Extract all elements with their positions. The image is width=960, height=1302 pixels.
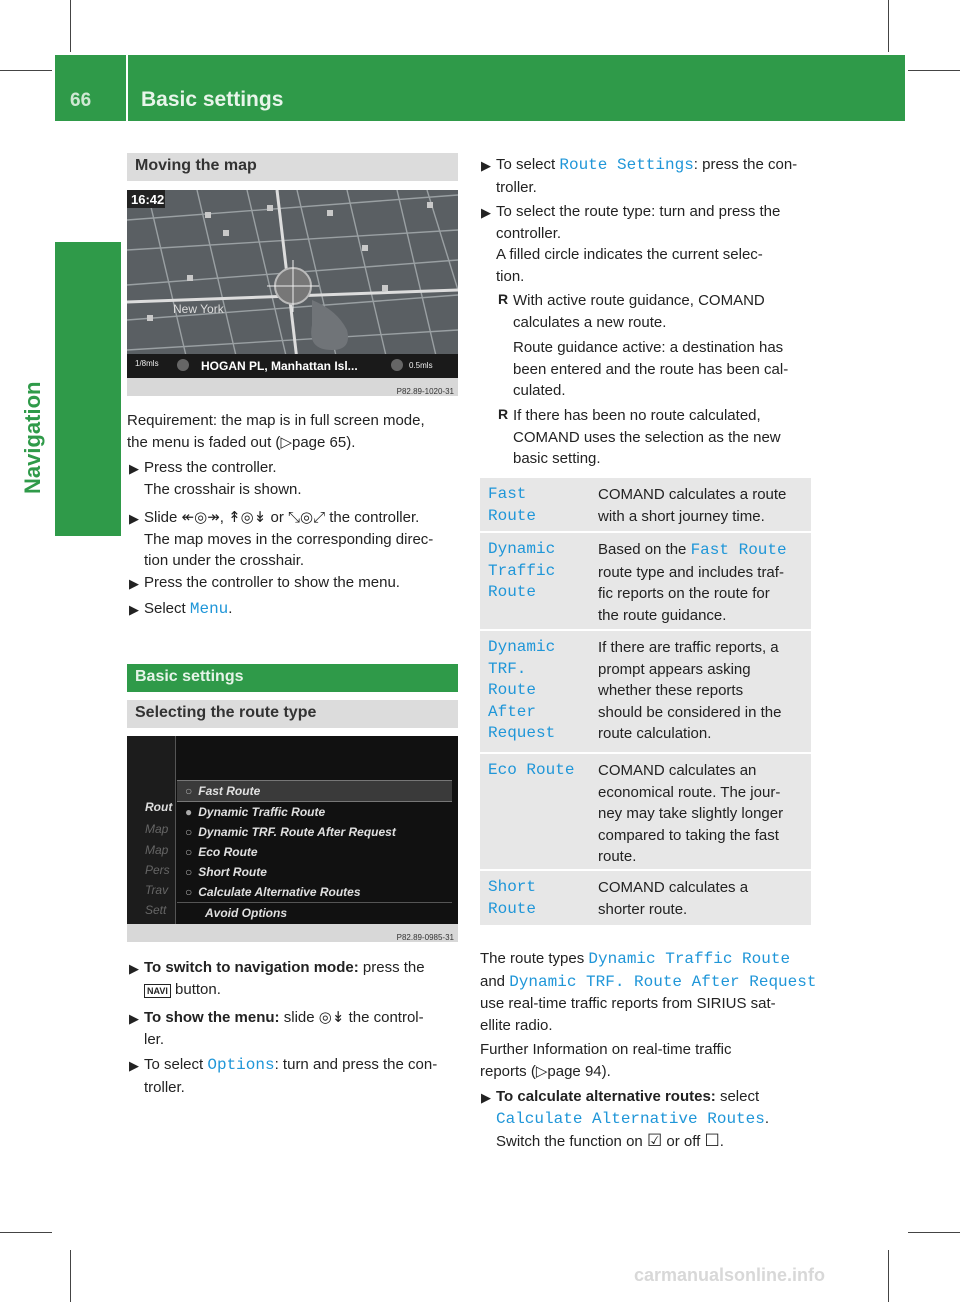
route-menu-item: ○ Eco Route: [185, 845, 258, 859]
bullet-text: calculates a new route.: [513, 313, 667, 331]
navi-button-icon: NAVI: [144, 984, 171, 998]
left-menu-item: Rout: [145, 800, 173, 814]
table-key: Short Route: [488, 878, 537, 918]
step-text: troller.: [496, 178, 537, 196]
step: [144, 457, 464, 500]
section-heading: [127, 153, 458, 181]
sidebar-label: Navigation: [20, 381, 45, 494]
step: [144, 572, 464, 594]
bullet-text: COMAND uses the selection as the new: [513, 428, 781, 446]
step-text: troller.: [144, 1078, 185, 1096]
crop-mark: [0, 1232, 52, 1233]
page-ref: page 94).: [547, 1062, 611, 1080]
options-code: Options: [207, 1056, 275, 1074]
page-number: 66: [70, 90, 92, 111]
table-value: COMAND calculates an economical route. The jour- ney may take slightly longer compared to taking the fast route.: [598, 762, 784, 865]
step-text: Select: [144, 600, 190, 617]
basic-settings-bar: [127, 664, 458, 692]
checkbox-checked-icon: ☑: [646, 1131, 663, 1150]
route-menu-label: Dynamic Traffic Route: [198, 805, 326, 819]
left-menu: [127, 736, 176, 924]
route-menu-item: [177, 902, 452, 923]
dynamic-traffic-route-code: Dynamic Traffic Route: [588, 950, 791, 968]
para-text: use real-time traffic reports from SIRIUS sat-: [480, 995, 776, 1012]
step-text: The crosshair is shown.: [144, 480, 302, 498]
section-heading-text: Selecting the route type: [135, 704, 317, 721]
para-text: ellite radio.: [480, 1016, 553, 1034]
step: [496, 1086, 826, 1153]
step-text: : press the con-: [693, 156, 798, 173]
arrow-icon: ▶: [481, 158, 491, 173]
bullet-text: If there has been no route calculated,: [513, 407, 761, 424]
route-settings-code: Route Settings: [559, 156, 694, 174]
step-bold-text: To calculate alternative routes:: [496, 1088, 716, 1105]
route-menu-item: ○ Calculate Alternative Routes: [185, 885, 361, 899]
para-text: reports (: [480, 1062, 536, 1080]
step: [144, 1007, 464, 1050]
page-ref: page 65).: [291, 433, 356, 451]
route-menu-label: Calculate Alternative Routes: [198, 885, 361, 899]
sidebar-tab: [55, 242, 121, 536]
requirement-line: Requirement: the map is in full screen mode,: [127, 412, 425, 429]
left-menu-item: Pers: [145, 863, 170, 877]
step-text: : turn and press the con-: [274, 1056, 438, 1073]
step-text: button.: [170, 980, 221, 998]
bullet-text: basic setting.: [513, 450, 601, 467]
left-menu-item: Sett: [145, 903, 167, 917]
route-menu-label: Avoid Options: [205, 906, 287, 920]
route-menu-item: ○ Fast Route: [177, 780, 452, 802]
step-text: To select the route type: turn and press the: [496, 203, 781, 220]
section-heading-text: Moving the map: [135, 157, 257, 174]
section-heading: [127, 700, 458, 728]
requirement-line: the menu is faded out (: [127, 433, 281, 451]
step-text: tion under the crosshair.: [144, 552, 305, 569]
crop-mark: [888, 1250, 889, 1302]
bullet-icon: R: [498, 406, 509, 422]
step-text: Press the controller to show the menu.: [144, 574, 400, 591]
further-info-paragraph: [480, 1039, 820, 1082]
step-text: .: [764, 1109, 770, 1127]
step: [144, 1054, 464, 1098]
route-menu-label: Short Route: [198, 865, 267, 879]
crop-mark: [908, 70, 960, 71]
arrow-icon: ▶: [129, 961, 139, 976]
route-menu-label: Fast Route: [198, 784, 261, 798]
controller-down-icon: ◎↡: [318, 1009, 345, 1026]
arrow-icon: ▶: [129, 576, 139, 591]
step-text: slide: [279, 1009, 319, 1026]
step-text: the control-: [344, 1009, 424, 1026]
step-text: tion.: [496, 267, 525, 285]
step: [144, 598, 464, 621]
step-text: To select: [496, 156, 560, 173]
left-menu-item: Trav: [145, 883, 169, 897]
route-menu-label: Dynamic TRF. Route After Request: [198, 825, 396, 839]
step: [144, 507, 464, 572]
bullet-icon: R: [498, 291, 509, 307]
table-row: [480, 478, 811, 533]
table-value: COMAND calculates a shorter route.: [598, 879, 749, 918]
step-text: A filled circle indicates the current selec-: [496, 246, 763, 263]
crop-mark: [0, 70, 52, 71]
arrow-icon: ▶: [129, 511, 139, 526]
step: [496, 201, 826, 287]
route-menu-label: Eco Route: [198, 845, 258, 859]
route-menu-screenshot: [127, 736, 458, 942]
step-text: press the: [358, 959, 425, 976]
map-time: 16:42: [131, 192, 165, 207]
map-image: [127, 190, 458, 396]
calc-alt-routes-code: Calculate Alternative Routes: [496, 1109, 765, 1128]
map-distance: 0.5mls: [409, 361, 433, 370]
controller-slide-icon: ↞◎↠, ↟◎↡ or ⤡◎⤢: [181, 509, 326, 526]
arrow-icon: ▶: [129, 461, 139, 476]
arrow-icon: ▶: [129, 1011, 139, 1026]
header-divider: [126, 55, 128, 121]
route-menu-item: ○ Short Route: [185, 865, 267, 879]
route-menu-item: ○ Dynamic TRF. Route After Request: [185, 825, 396, 839]
step-text: Slide: [144, 509, 182, 526]
menu-code: Menu: [189, 600, 229, 618]
arrow-icon: ▶: [481, 1090, 491, 1105]
bullet-item: [513, 405, 823, 470]
para-text: Further Information on real-time traffic: [480, 1041, 732, 1058]
para-text: and: [480, 972, 510, 990]
table-key: Eco Route: [488, 761, 575, 779]
step-bold-text: To switch to navigation mode:: [144, 959, 359, 976]
crop-mark: [888, 0, 889, 52]
table-value: Based on the Fast Route route type and includes traf- fic reports on the route for the route guidance.: [598, 541, 787, 624]
step-text: select: [715, 1088, 760, 1105]
route-menu-list: [177, 780, 452, 923]
bullet-text: been entered and the route has been cal-: [513, 360, 789, 378]
arrow-icon: ▶: [481, 205, 491, 220]
step-text: or off: [662, 1133, 705, 1150]
table-row: [480, 754, 811, 871]
bullet-text: culated.: [513, 382, 566, 399]
para-text: The route types: [480, 950, 589, 967]
watermark: carmanualsonline.info: [634, 1265, 826, 1285]
requirement-text: [127, 410, 467, 453]
step-bold-text: To show the menu:: [144, 1009, 280, 1026]
crop-mark: [908, 1232, 960, 1233]
table-key: Dynamic TRF. Route After Request: [488, 638, 556, 742]
step-text: ler.: [144, 1030, 165, 1048]
table-row: [480, 871, 811, 927]
route-types-paragraph: [480, 948, 820, 1036]
table-value: COMAND calculates a route with a short journey time.: [598, 486, 787, 525]
bullet-item: [513, 290, 823, 402]
basic-settings-bar-text: Basic settings: [135, 668, 244, 685]
step-text: The map moves in the corresponding direc-: [144, 530, 434, 548]
table-value: If there are traffic reports, a prompt appears asking whether these reports should be considered in the route calculation.: [598, 639, 782, 742]
map-street: HOGAN PL, Manhattan Isl...: [201, 359, 358, 373]
step-text: To select: [144, 1056, 208, 1073]
checkbox-empty-icon: ☐: [704, 1131, 720, 1150]
step-text: Switch the function on: [496, 1133, 647, 1150]
step-text: .: [228, 600, 233, 617]
step-text: the controller.: [325, 509, 420, 526]
route-menu-item: ● Dynamic Traffic Route: [185, 805, 326, 819]
left-menu-item: Map: [145, 822, 169, 836]
table-row: [480, 631, 811, 754]
left-menu-item: Map: [145, 843, 169, 857]
bullet-text: Route guidance active: a destination has: [513, 339, 784, 356]
step-text: controller.: [496, 224, 562, 242]
table-key: Fast Route: [488, 485, 537, 525]
table-row: [480, 533, 811, 631]
arrow-icon: ▶: [129, 1058, 139, 1073]
crop-mark: [70, 1250, 71, 1302]
crop-mark: [70, 0, 71, 52]
screenshot-footer: [127, 378, 458, 396]
map-screenshot: [127, 190, 458, 396]
step-text: Press the controller.: [144, 459, 277, 476]
page-ref-icon: ▷: [535, 1062, 548, 1080]
table-key: Dynamic Traffic Route: [488, 540, 556, 601]
image-code: P82.89-0985-31: [396, 933, 454, 942]
page-title: Basic settings: [141, 88, 284, 111]
step: [144, 957, 464, 1000]
screenshot-footer: [127, 924, 458, 942]
image-code: P82.89-1020-31: [396, 387, 454, 396]
step: [496, 154, 826, 198]
map-scale: 1/8mls: [135, 359, 159, 368]
page-ref-icon: ▷: [280, 433, 292, 451]
map-city: New York: [173, 302, 224, 316]
bullet-text: With active route guidance, COMAND: [513, 292, 765, 309]
dynamic-trf-route-code: Dynamic TRF. Route After Request: [509, 972, 817, 991]
step-text: .: [719, 1133, 724, 1150]
arrow-icon: ▶: [129, 602, 139, 617]
